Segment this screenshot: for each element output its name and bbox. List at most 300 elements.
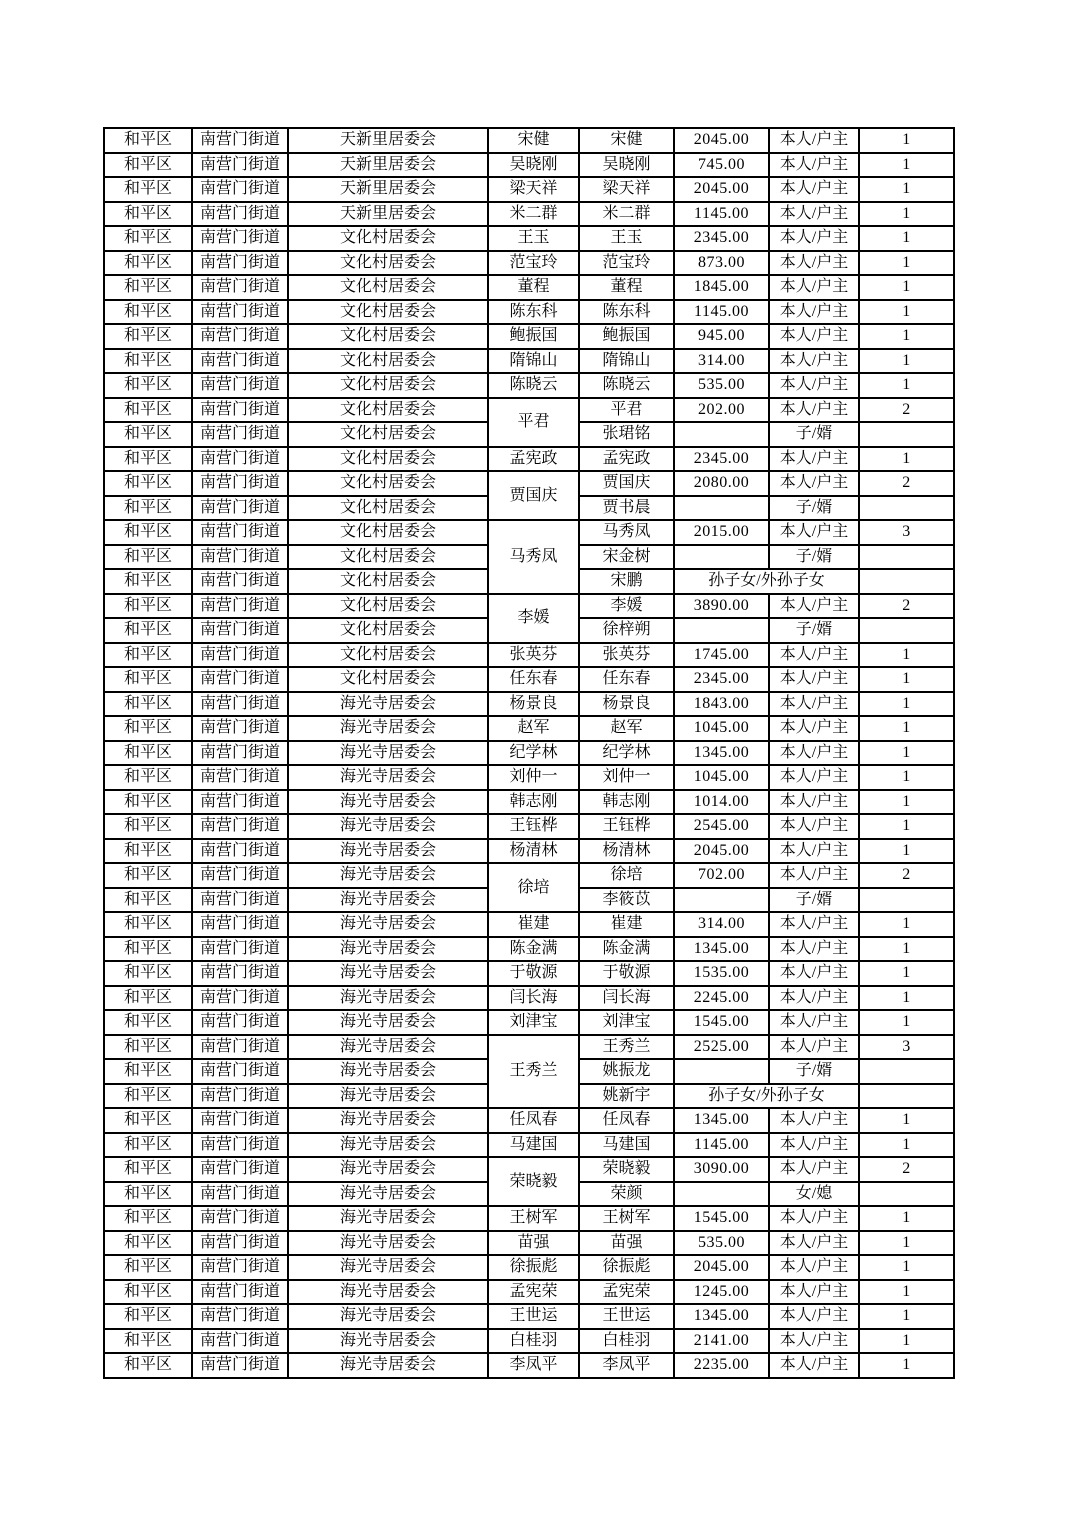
member-name-cell: 杨清林 xyxy=(579,839,674,864)
amount-cell: 1245.00 xyxy=(674,1280,769,1305)
amount-cell: 2045.00 xyxy=(674,128,769,153)
committee-cell: 海光寺居委会 xyxy=(288,1182,488,1207)
household-head-cell: 马秀凤 xyxy=(488,520,579,594)
member-name-cell: 米二群 xyxy=(579,202,674,227)
household-head-cell: 纪学林 xyxy=(488,741,579,766)
committee-cell: 海光寺居委会 xyxy=(288,692,488,717)
table-row-37 xyxy=(104,1010,954,1035)
count-cell: 2 xyxy=(859,398,954,423)
table-row-29 xyxy=(104,814,954,839)
member-name-cell: 隋锦山 xyxy=(579,349,674,374)
table-row-47 xyxy=(104,1255,954,1280)
member-name-cell: 崔建 xyxy=(579,912,674,937)
street-cell: 南营门街道 xyxy=(192,765,288,790)
committee-cell: 文化村居委会 xyxy=(288,569,488,594)
committee-cell: 海光寺居委会 xyxy=(288,1329,488,1354)
district-cell: 和平区 xyxy=(104,618,192,643)
count-cell: 1 xyxy=(859,1231,954,1256)
amount-cell: 202.00 xyxy=(674,398,769,423)
relation-cell: 本人/户主 xyxy=(769,373,859,398)
committee-cell: 文化村居委会 xyxy=(288,300,488,325)
amount-cell xyxy=(674,1059,769,1084)
street-cell: 南营门街道 xyxy=(192,1182,288,1207)
count-cell: 1 xyxy=(859,1010,954,1035)
committee-cell: 文化村居委会 xyxy=(288,643,488,668)
amount-cell: 2045.00 xyxy=(674,1255,769,1280)
street-cell: 南营门街道 xyxy=(192,177,288,202)
relation-cell: 本人/户主 xyxy=(769,839,859,864)
relation-cell: 子/婿 xyxy=(769,545,859,570)
household-head-cell: 范宝玲 xyxy=(488,251,579,276)
count-cell: 2 xyxy=(859,1157,954,1182)
committee-cell: 文化村居委会 xyxy=(288,594,488,619)
amount-cell xyxy=(674,618,769,643)
household-head-cell: 韩志刚 xyxy=(488,790,579,815)
committee-cell: 海光寺居委会 xyxy=(288,716,488,741)
member-name-cell: 梁天祥 xyxy=(579,177,674,202)
member-name-cell: 荣颜 xyxy=(579,1182,674,1207)
household-head-cell: 于敬源 xyxy=(488,961,579,986)
district-cell: 和平区 xyxy=(104,1084,192,1109)
count-cell: 1 xyxy=(859,839,954,864)
member-name-cell: 赵军 xyxy=(579,716,674,741)
street-cell: 南营门街道 xyxy=(192,667,288,692)
relation-cell: 本人/户主 xyxy=(769,1206,859,1231)
amount-cell: 3890.00 xyxy=(674,594,769,619)
count-cell: 1 xyxy=(859,814,954,839)
household-head-cell: 孟宪荣 xyxy=(488,1280,579,1305)
count-cell: 1 xyxy=(859,275,954,300)
district-cell: 和平区 xyxy=(104,422,192,447)
household-head-cell: 刘津宝 xyxy=(488,1010,579,1035)
relation-cell: 本人/户主 xyxy=(769,1108,859,1133)
street-cell: 南营门街道 xyxy=(192,1206,288,1231)
household-head-cell: 陈东科 xyxy=(488,300,579,325)
committee-cell: 海光寺居委会 xyxy=(288,961,488,986)
household-head-cell: 王钰桦 xyxy=(488,814,579,839)
amount-cell: 1545.00 xyxy=(674,1010,769,1035)
member-name-cell: 李凤平 xyxy=(579,1353,674,1378)
relation-cell: 本人/户主 xyxy=(769,1010,859,1035)
district-cell: 和平区 xyxy=(104,349,192,374)
street-cell: 南营门街道 xyxy=(192,863,288,888)
table-row-38 xyxy=(104,1035,954,1060)
member-name-cell: 张珺铭 xyxy=(579,422,674,447)
household-head-cell: 张英芬 xyxy=(488,643,579,668)
household-head-cell: 董程 xyxy=(488,275,579,300)
amount-cell: 2345.00 xyxy=(674,226,769,251)
table-row-15 xyxy=(104,471,954,496)
committee-cell: 文化村居委会 xyxy=(288,667,488,692)
relation-cell: 子/婿 xyxy=(769,618,859,643)
district-cell: 和平区 xyxy=(104,398,192,423)
district-cell: 和平区 xyxy=(104,569,192,594)
table-row-31 xyxy=(104,863,954,888)
street-cell: 南营门街道 xyxy=(192,520,288,545)
amount-cell: 1145.00 xyxy=(674,202,769,227)
relation-cell: 本人/户主 xyxy=(769,447,859,472)
amount-cell: 1345.00 xyxy=(674,1108,769,1133)
street-cell: 南营门街道 xyxy=(192,324,288,349)
district-cell: 和平区 xyxy=(104,1255,192,1280)
table-row-33 xyxy=(104,912,954,937)
amount-cell: 535.00 xyxy=(674,1231,769,1256)
table-body xyxy=(104,128,954,1378)
member-name-cell: 马秀凤 xyxy=(579,520,674,545)
member-name-cell: 董程 xyxy=(579,275,674,300)
relation-cell: 本人/户主 xyxy=(769,300,859,325)
resident-subsidy-table xyxy=(103,127,955,1379)
district-cell: 和平区 xyxy=(104,1133,192,1158)
count-cell xyxy=(859,545,954,570)
table-row-20 xyxy=(104,594,954,619)
table-row-25 xyxy=(104,716,954,741)
count-cell: 2 xyxy=(859,471,954,496)
relation-cell: 本人/户主 xyxy=(769,1133,859,1158)
relation-cell: 本人/户主 xyxy=(769,275,859,300)
relation-cell: 本人/户主 xyxy=(769,349,859,374)
committee-cell: 海光寺居委会 xyxy=(288,1010,488,1035)
committee-cell: 海光寺居委会 xyxy=(288,1231,488,1256)
district-cell: 和平区 xyxy=(104,716,192,741)
committee-cell: 天新里居委会 xyxy=(288,153,488,178)
district-cell: 和平区 xyxy=(104,202,192,227)
count-cell: 1 xyxy=(859,667,954,692)
district-cell: 和平区 xyxy=(104,790,192,815)
district-cell: 和平区 xyxy=(104,226,192,251)
count-cell: 2 xyxy=(859,594,954,619)
district-cell: 和平区 xyxy=(104,447,192,472)
relation-cell: 本人/户主 xyxy=(769,765,859,790)
household-head-cell: 杨清林 xyxy=(488,839,579,864)
committee-cell: 海光寺居委会 xyxy=(288,1353,488,1378)
household-head-cell: 徐振彪 xyxy=(488,1255,579,1280)
amount-cell: 2345.00 xyxy=(674,667,769,692)
district-cell: 和平区 xyxy=(104,177,192,202)
district-cell: 和平区 xyxy=(104,1329,192,1354)
district-cell: 和平区 xyxy=(104,1059,192,1084)
table-row-48 xyxy=(104,1280,954,1305)
relation-cell: 本人/户主 xyxy=(769,1304,859,1329)
relation-cell: 本人/户主 xyxy=(769,1329,859,1354)
household-head-cell: 赵军 xyxy=(488,716,579,741)
relation-cell: 本人/户主 xyxy=(769,128,859,153)
committee-cell: 海光寺居委会 xyxy=(288,1206,488,1231)
count-cell xyxy=(859,569,954,594)
relation-cell: 本人/户主 xyxy=(769,692,859,717)
count-cell: 1 xyxy=(859,251,954,276)
household-head-cell: 宋健 xyxy=(488,128,579,153)
district-cell: 和平区 xyxy=(104,692,192,717)
committee-cell: 文化村居委会 xyxy=(288,520,488,545)
committee-cell: 海光寺居委会 xyxy=(288,863,488,888)
committee-cell: 文化村居委会 xyxy=(288,226,488,251)
street-cell: 南营门街道 xyxy=(192,1157,288,1182)
count-cell: 1 xyxy=(859,373,954,398)
count-cell: 1 xyxy=(859,202,954,227)
member-name-cell: 任东春 xyxy=(579,667,674,692)
amount-cell: 1545.00 xyxy=(674,1206,769,1231)
district-cell: 和平区 xyxy=(104,863,192,888)
amount-cell xyxy=(674,1182,769,1207)
district-cell: 和平区 xyxy=(104,1010,192,1035)
household-head-cell: 平君 xyxy=(488,398,579,447)
amount-cell: 1345.00 xyxy=(674,937,769,962)
street-cell: 南营门街道 xyxy=(192,1329,288,1354)
relation-cell: 本人/户主 xyxy=(769,741,859,766)
committee-cell: 文化村居委会 xyxy=(288,349,488,374)
count-cell: 1 xyxy=(859,1304,954,1329)
count-cell xyxy=(859,1084,954,1109)
amount-cell: 1014.00 xyxy=(674,790,769,815)
committee-cell: 海光寺居委会 xyxy=(288,937,488,962)
table-row-11 xyxy=(104,373,954,398)
household-head-cell: 吴晓刚 xyxy=(488,153,579,178)
amount-cell xyxy=(674,496,769,521)
committee-cell: 海光寺居委会 xyxy=(288,986,488,1011)
table-row-23 xyxy=(104,667,954,692)
relation-span-cell: 孙子女/外孙子女 xyxy=(674,569,859,594)
relation-cell: 子/婿 xyxy=(769,1059,859,1084)
committee-cell: 文化村居委会 xyxy=(288,496,488,521)
district-cell: 和平区 xyxy=(104,1353,192,1378)
relation-cell: 子/婿 xyxy=(769,422,859,447)
count-cell: 3 xyxy=(859,1035,954,1060)
committee-cell: 海光寺居委会 xyxy=(288,839,488,864)
district-cell: 和平区 xyxy=(104,643,192,668)
relation-cell: 本人/户主 xyxy=(769,1157,859,1182)
committee-cell: 文化村居委会 xyxy=(288,471,488,496)
street-cell: 南营门街道 xyxy=(192,594,288,619)
district-cell: 和平区 xyxy=(104,1231,192,1256)
member-name-cell: 徐振彪 xyxy=(579,1255,674,1280)
street-cell: 南营门街道 xyxy=(192,618,288,643)
district-cell: 和平区 xyxy=(104,153,192,178)
amount-cell: 1745.00 xyxy=(674,643,769,668)
member-name-cell: 刘仲一 xyxy=(579,765,674,790)
member-name-cell: 王树军 xyxy=(579,1206,674,1231)
district-cell: 和平区 xyxy=(104,937,192,962)
amount-cell: 2345.00 xyxy=(674,447,769,472)
household-head-cell: 苗强 xyxy=(488,1231,579,1256)
committee-cell: 海光寺居委会 xyxy=(288,741,488,766)
member-name-cell: 平君 xyxy=(579,398,674,423)
relation-cell: 本人/户主 xyxy=(769,937,859,962)
member-name-cell: 马建国 xyxy=(579,1133,674,1158)
relation-cell: 女/媳 xyxy=(769,1182,859,1207)
district-cell: 和平区 xyxy=(104,986,192,1011)
amount-cell: 745.00 xyxy=(674,153,769,178)
table-row-41 xyxy=(104,1108,954,1133)
member-name-cell: 白桂羽 xyxy=(579,1329,674,1354)
table-row-28 xyxy=(104,790,954,815)
committee-cell: 海光寺居委会 xyxy=(288,765,488,790)
household-head-cell: 王秀兰 xyxy=(488,1035,579,1109)
street-cell: 南营门街道 xyxy=(192,398,288,423)
table-row-2 xyxy=(104,153,954,178)
member-name-cell: 于敬源 xyxy=(579,961,674,986)
table-row-49 xyxy=(104,1304,954,1329)
relation-cell: 本人/户主 xyxy=(769,961,859,986)
relation-cell: 本人/户主 xyxy=(769,1280,859,1305)
member-name-cell: 孟宪荣 xyxy=(579,1280,674,1305)
table-row-42 xyxy=(104,1133,954,1158)
table-row-34 xyxy=(104,937,954,962)
count-cell: 1 xyxy=(859,790,954,815)
district-cell: 和平区 xyxy=(104,594,192,619)
household-head-cell: 徐培 xyxy=(488,863,579,912)
member-name-cell: 纪学林 xyxy=(579,741,674,766)
count-cell: 1 xyxy=(859,1206,954,1231)
table-row-5 xyxy=(104,226,954,251)
district-cell: 和平区 xyxy=(104,128,192,153)
committee-cell: 海光寺居委会 xyxy=(288,1084,488,1109)
district-cell: 和平区 xyxy=(104,1108,192,1133)
count-cell: 1 xyxy=(859,716,954,741)
member-name-cell: 宋鹏 xyxy=(579,569,674,594)
district-cell: 和平区 xyxy=(104,545,192,570)
member-name-cell: 徐梓朔 xyxy=(579,618,674,643)
street-cell: 南营门街道 xyxy=(192,1059,288,1084)
street-cell: 南营门街道 xyxy=(192,741,288,766)
household-head-cell: 陈金满 xyxy=(488,937,579,962)
committee-cell: 海光寺居委会 xyxy=(288,1133,488,1158)
amount-cell: 2015.00 xyxy=(674,520,769,545)
count-cell: 1 xyxy=(859,961,954,986)
table-row-14 xyxy=(104,447,954,472)
count-cell: 1 xyxy=(859,1353,954,1378)
member-name-cell: 姚新宇 xyxy=(579,1084,674,1109)
relation-cell: 本人/户主 xyxy=(769,667,859,692)
member-name-cell: 任凤春 xyxy=(579,1108,674,1133)
count-cell: 1 xyxy=(859,447,954,472)
street-cell: 南营门街道 xyxy=(192,937,288,962)
street-cell: 南营门街道 xyxy=(192,496,288,521)
table-row-3 xyxy=(104,177,954,202)
table-row-17 xyxy=(104,520,954,545)
count-cell: 1 xyxy=(859,643,954,668)
street-cell: 南营门街道 xyxy=(192,986,288,1011)
committee-cell: 海光寺居委会 xyxy=(288,1304,488,1329)
relation-cell: 本人/户主 xyxy=(769,1231,859,1256)
count-cell: 1 xyxy=(859,177,954,202)
household-head-cell: 王树军 xyxy=(488,1206,579,1231)
amount-cell: 2545.00 xyxy=(674,814,769,839)
committee-cell: 海光寺居委会 xyxy=(288,1255,488,1280)
count-cell: 1 xyxy=(859,1133,954,1158)
member-name-cell: 王玉 xyxy=(579,226,674,251)
table-row-9 xyxy=(104,324,954,349)
table-row-50 xyxy=(104,1329,954,1354)
amount-cell xyxy=(674,422,769,447)
count-cell: 1 xyxy=(859,349,954,374)
member-name-cell: 陈晓云 xyxy=(579,373,674,398)
member-name-cell: 陈金满 xyxy=(579,937,674,962)
member-name-cell: 姚振龙 xyxy=(579,1059,674,1084)
member-name-cell: 宋健 xyxy=(579,128,674,153)
amount-cell: 314.00 xyxy=(674,912,769,937)
member-name-cell: 李媛 xyxy=(579,594,674,619)
district-cell: 和平区 xyxy=(104,839,192,864)
amount-cell xyxy=(674,545,769,570)
district-cell: 和平区 xyxy=(104,741,192,766)
street-cell: 南营门街道 xyxy=(192,1255,288,1280)
relation-cell: 本人/户主 xyxy=(769,1035,859,1060)
member-name-cell: 闫长海 xyxy=(579,986,674,1011)
member-name-cell: 刘津宝 xyxy=(579,1010,674,1035)
member-name-cell: 王钰桦 xyxy=(579,814,674,839)
count-cell xyxy=(859,888,954,913)
committee-cell: 文化村居委会 xyxy=(288,324,488,349)
relation-cell: 本人/户主 xyxy=(769,251,859,276)
household-head-cell: 荣晓毅 xyxy=(488,1157,579,1206)
relation-cell: 本人/户主 xyxy=(769,1255,859,1280)
household-head-cell: 米二群 xyxy=(488,202,579,227)
relation-cell: 本人/户主 xyxy=(769,324,859,349)
member-name-cell: 孟宪政 xyxy=(579,447,674,472)
table-row-24 xyxy=(104,692,954,717)
amount-cell: 873.00 xyxy=(674,251,769,276)
relation-span-cell: 孙子女/外孙子女 xyxy=(674,1084,859,1109)
amount-cell: 2235.00 xyxy=(674,1353,769,1378)
amount-cell: 1345.00 xyxy=(674,741,769,766)
committee-cell: 文化村居委会 xyxy=(288,275,488,300)
committee-cell: 文化村居委会 xyxy=(288,251,488,276)
count-cell: 3 xyxy=(859,520,954,545)
district-cell: 和平区 xyxy=(104,496,192,521)
member-name-cell: 吴晓刚 xyxy=(579,153,674,178)
street-cell: 南营门街道 xyxy=(192,1280,288,1305)
amount-cell: 1145.00 xyxy=(674,300,769,325)
relation-cell: 本人/户主 xyxy=(769,153,859,178)
household-head-cell: 闫长海 xyxy=(488,986,579,1011)
committee-cell: 海光寺居委会 xyxy=(288,1157,488,1182)
street-cell: 南营门街道 xyxy=(192,447,288,472)
street-cell: 南营门街道 xyxy=(192,128,288,153)
member-name-cell: 贾国庆 xyxy=(579,471,674,496)
street-cell: 南营门街道 xyxy=(192,422,288,447)
count-cell: 1 xyxy=(859,937,954,962)
amount-cell: 2045.00 xyxy=(674,177,769,202)
table-row-27 xyxy=(104,765,954,790)
district-cell: 和平区 xyxy=(104,373,192,398)
street-cell: 南营门街道 xyxy=(192,912,288,937)
street-cell: 南营门街道 xyxy=(192,790,288,815)
count-cell: 1 xyxy=(859,1280,954,1305)
member-name-cell: 杨景良 xyxy=(579,692,674,717)
count-cell: 1 xyxy=(859,1329,954,1354)
amount-cell: 1045.00 xyxy=(674,765,769,790)
member-name-cell: 荣晓毅 xyxy=(579,1157,674,1182)
relation-cell: 本人/户主 xyxy=(769,1353,859,1378)
household-head-cell: 任东春 xyxy=(488,667,579,692)
district-cell: 和平区 xyxy=(104,888,192,913)
street-cell: 南营门街道 xyxy=(192,716,288,741)
count-cell: 1 xyxy=(859,692,954,717)
relation-cell: 本人/户主 xyxy=(769,814,859,839)
amount-cell: 1535.00 xyxy=(674,961,769,986)
relation-cell: 本人/户主 xyxy=(769,226,859,251)
committee-cell: 文化村居委会 xyxy=(288,447,488,472)
committee-cell: 海光寺居委会 xyxy=(288,912,488,937)
street-cell: 南营门街道 xyxy=(192,545,288,570)
street-cell: 南营门街道 xyxy=(192,1304,288,1329)
district-cell: 和平区 xyxy=(104,1035,192,1060)
household-head-cell: 孟宪政 xyxy=(488,447,579,472)
count-cell xyxy=(859,496,954,521)
count-cell: 1 xyxy=(859,226,954,251)
count-cell xyxy=(859,1059,954,1084)
